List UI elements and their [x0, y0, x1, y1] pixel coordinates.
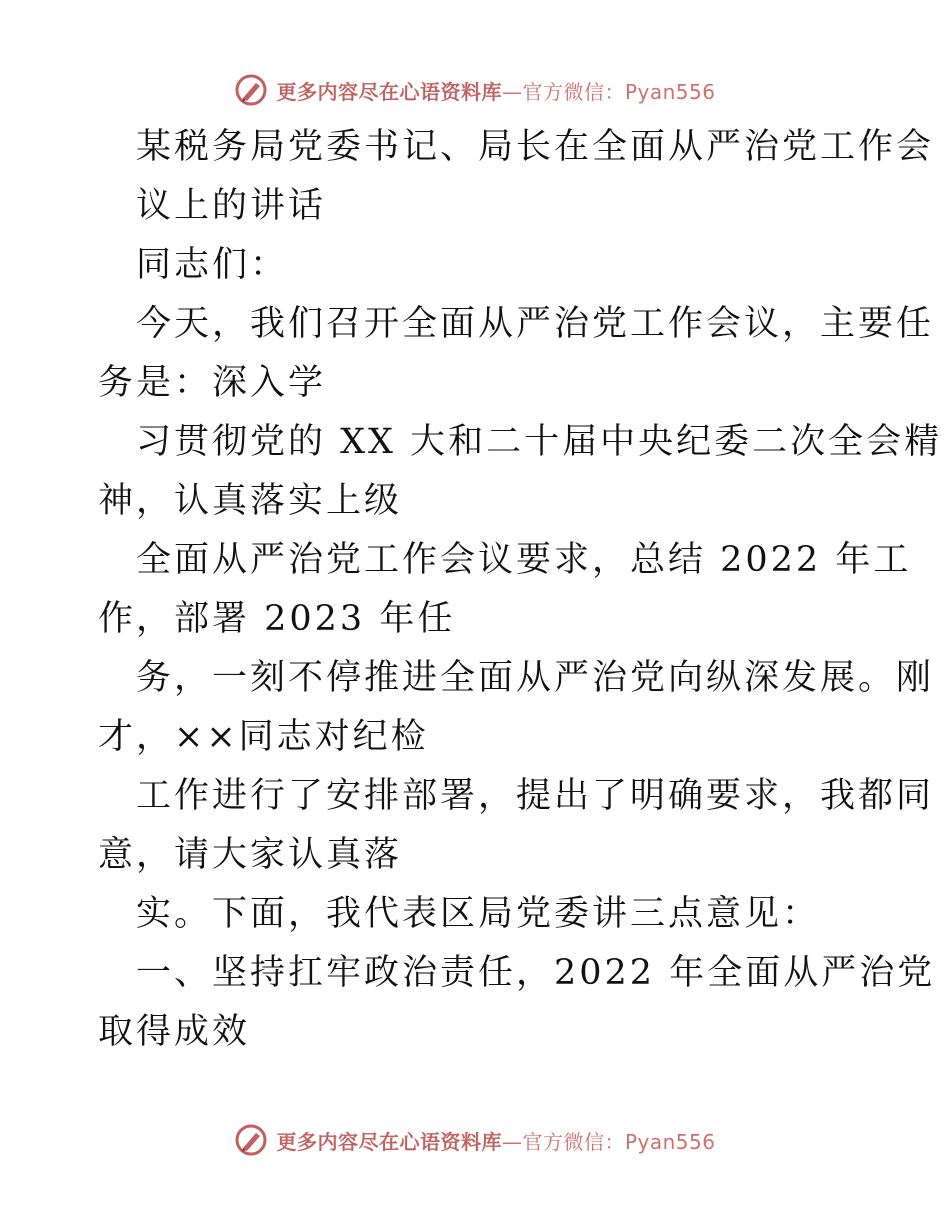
watermark-text: 更多内容尽在心语资料库—官方微信：Pyan556	[276, 1129, 716, 1154]
document-body	[98, 118, 943, 1062]
paragraph-line: 实。下面，我代表区局党委讲三点意见：	[136, 894, 821, 934]
paragraph-line: 习贯彻党的 XX 大和二十届中央纪委二次全会精	[136, 422, 943, 462]
watermark-text: 更多内容尽在心语资料库—官方微信：Pyan556	[276, 79, 716, 104]
paragraph-line: 作，部署 2023 年任	[98, 599, 456, 639]
pen-logo-icon	[234, 73, 268, 107]
title-line-1: 某税务局党委书记、局长在全面从严治党工作会	[136, 127, 935, 167]
header-watermark	[0, 70, 950, 110]
paragraph-line: 今天，我们召开全面从严治党工作会议，主要任	[136, 304, 935, 344]
paragraph-line: 务是：深入学	[98, 363, 327, 403]
paragraph-line: 意，请大家认真落	[98, 835, 403, 875]
title-line-2: 议上的讲话	[136, 186, 327, 226]
pen-logo-icon	[234, 1123, 268, 1157]
paragraph-line: 才，××同志对纪检	[98, 717, 429, 757]
paragraph-line: 务，一刻不停推进全面从严治党向纵深发展。刚	[136, 658, 935, 698]
paragraph-line: 全面从严治党工作会议要求，总结 2022 年工	[136, 540, 912, 580]
paragraph-line: 工作进行了安排部署，提出了明确要求，我都同	[136, 776, 935, 816]
salutation: 同志们：	[136, 245, 289, 285]
section-heading-continuation: 取得成效	[98, 1012, 251, 1052]
paragraph-line: 神，认真落实上级	[98, 481, 403, 521]
footer-watermark	[0, 1120, 950, 1160]
section-heading: 一、坚持扛牢政治责任，2022 年全面从严治党	[136, 953, 936, 993]
